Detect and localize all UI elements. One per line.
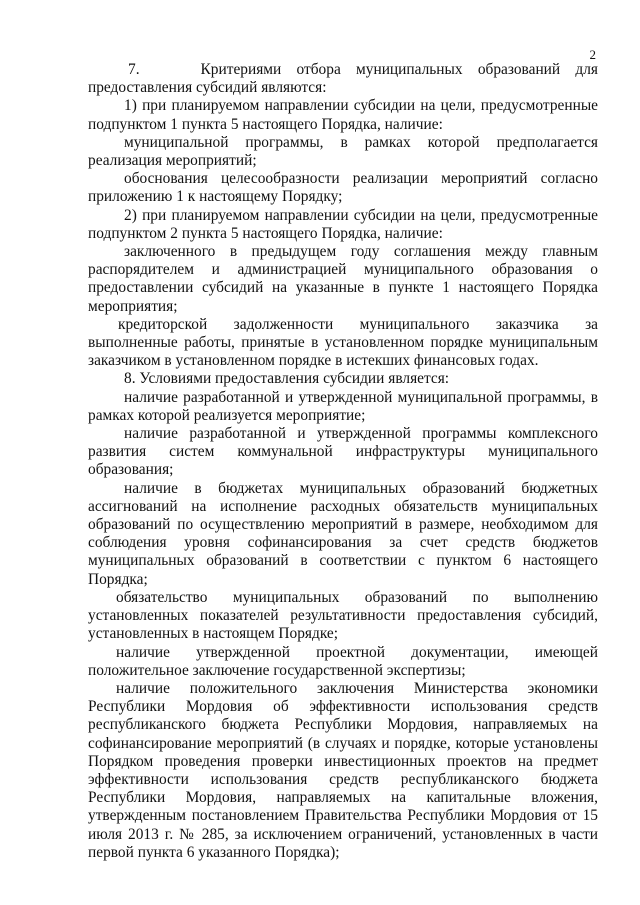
page-number: 2 xyxy=(589,47,596,62)
paragraph-condition-documentation: наличие утвержденной проектной документации, имеющей положительное заключение государственной экспертизы; xyxy=(88,643,598,679)
paragraph-conditions-heading: 8. Условиями предоставления субсидии является: xyxy=(124,370,450,388)
paragraph-criteria-2: 2) при планируемом направлении субсидии на цели, предусмотренные подпунктом 2 пункта 5 настоящего Порядка, наличие: xyxy=(88,206,598,242)
paragraph-condition-infrastructure: наличие разработанной и утвержденной программы комплексного развития систем коммунальной инфраструктуры муниципального образования; xyxy=(88,425,598,479)
paragraph-criteria-1: 1) при планируемом направлении субсидии на цели, предусмотренные подпунктом 1 пункта 5 настоящего Порядка, наличие: xyxy=(88,97,598,133)
paragraph-condition-program: наличие разработанной и утвержденной муниципальной программы, в рамках которой реализуется мероприятие; xyxy=(88,388,598,424)
paragraph-condition-ministry-conclusion: наличие положительного заключения Министерства экономики Республики Мордовия об эффективности использования средств республиканского бюджета Республики Мордовия, направляемых на софинансирование мероприятий (в случаях и порядке, которые установлены Порядком проведения проверки инвестиционных проектов на предмет эффективности использования средств республиканского бюджета Республики Мордовия, направляемых на капитальные вложения, утвержденным постановлением Правительства Республики Мордовия от 15 июля 2013 г. № 285, за исключением ограничений, установленных в части первой пункта 6 указанного Порядка); xyxy=(88,679,598,861)
paragraph-justification: обоснования целесообразности реализации мероприятий согласно приложению 1 к настоящему Порядку; xyxy=(88,170,598,206)
paragraph-debt: кредиторской задолженности муниципального заказчика за выполненные работы, принятые в установленном порядке муниципальным заказчиком в установленном порядке в истекших финансовых годах. xyxy=(88,315,598,370)
paragraph-agreement: заключенного в предыдущем году соглашения между главным распорядителем и администрацией муниципального образования о предоставлении субсидий на указанные в пункте 1 настоящего Порядка мероприятия; xyxy=(88,243,598,315)
paragraph-municipal-program: муниципальной программы, в рамках которой предполагается реализация мероприятий; xyxy=(88,133,598,170)
document-body xyxy=(88,61,598,862)
paragraph-criteria-heading: 7. Критериями отбора муниципальных образований для предоставления субсидий являются: xyxy=(88,61,598,97)
paragraph-condition-budget: наличие в бюджетах муниципальных образований бюджетных ассигнований на исполнение расходных обязательств муниципальных образований по осуществлению мероприятий в размере, необходимом для соблюдения уровня софинансирования за счет средств бюджетов муниципальных образований в соответствии с пунктом 6 настоящего Порядка; xyxy=(88,479,598,588)
paragraph-condition-obligation: обязательство муниципальных образований по выполнению установленных показателей результативности предоставления субсидий, установленных в настоящем Порядке; xyxy=(88,588,598,643)
